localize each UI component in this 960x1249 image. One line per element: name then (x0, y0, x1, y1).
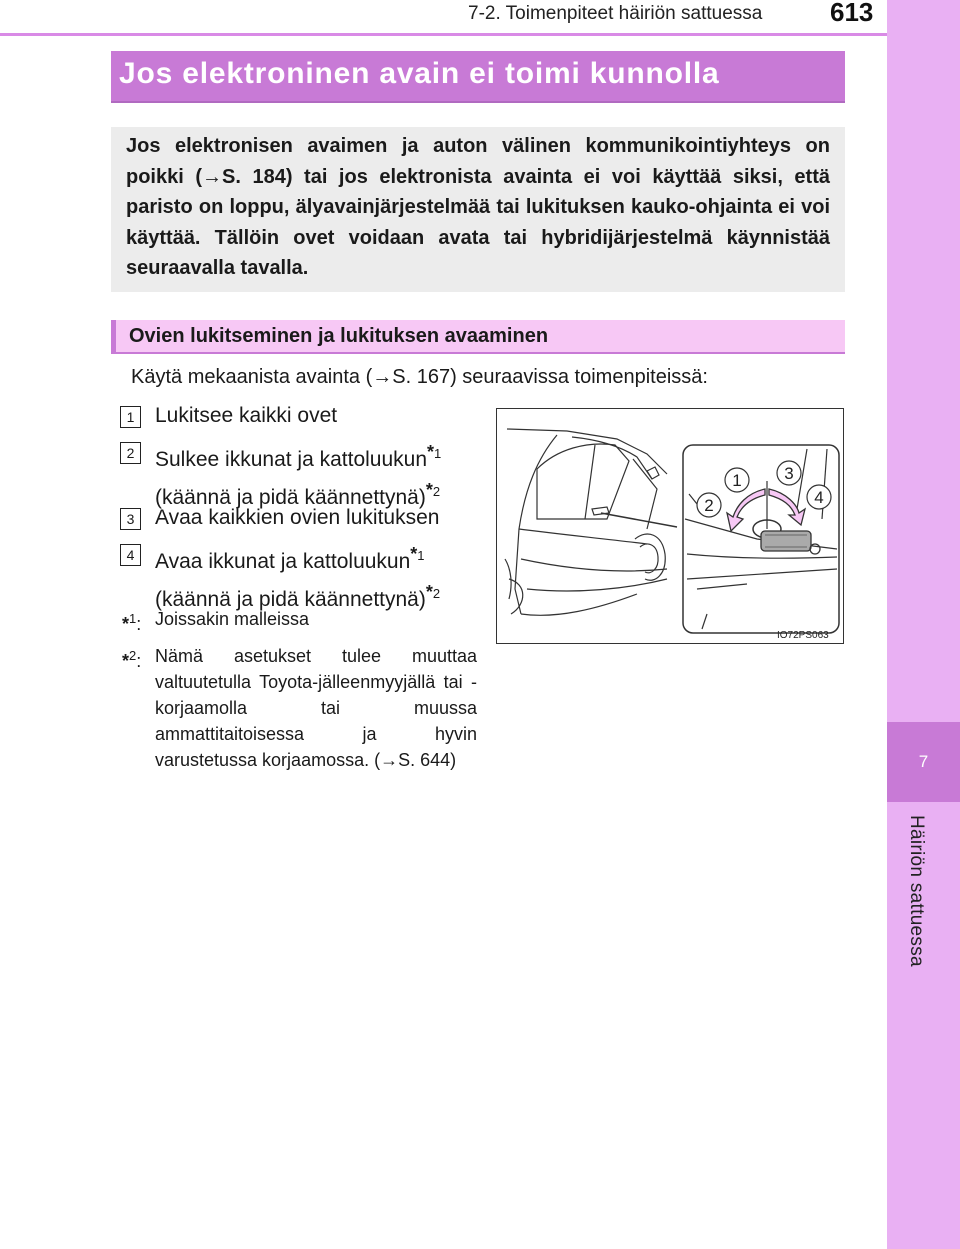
step-line-2: (käännä ja pidä käännettynä) (155, 486, 426, 509)
subsection-banner (111, 320, 845, 354)
chapter-sidebar (887, 0, 960, 1249)
step-text (155, 539, 485, 615)
step-line-1: Sulkee ikkunat ja kattoluukun (155, 448, 428, 471)
instruction-text: Käytä mekaanista avainta (→S. 167) seuraavissa toimenpiteissä: (131, 366, 708, 388)
main-title-banner (111, 51, 845, 103)
step-line-2: (käännä ja pidä käännettynä) (155, 588, 426, 611)
intro-box (111, 127, 845, 292)
figure-code: IO72PS063 (777, 630, 829, 641)
footnote-star: * (425, 582, 433, 602)
footnote-ref: 2 (432, 586, 441, 601)
footnote-ref: 1 (434, 446, 442, 461)
chapter-title: Häiriön sattuessa (906, 815, 927, 967)
footnote-ref: 2 (432, 484, 441, 499)
footnote-marker: *$^2$: (122, 648, 142, 671)
footnote-star: * (427, 442, 435, 462)
step-number-badge: 3 (120, 508, 141, 530)
step-text (155, 437, 485, 513)
key-cylinder-illustration (496, 408, 844, 644)
car-door-drawing (497, 409, 843, 643)
footnote-1 (122, 606, 482, 636)
step-text: Avaa kaikkien ovien lukituksen (155, 506, 440, 529)
intro-text: Jos elektronisen avaimen ja auton välinen kommunikointiyhteys on poikki (→S. 184) tai jos elektronista avainta ei voi käyttää siksi, että paristo on loppu, älyavainjärjestelmää tai lukituksen kauko-ohjainta ei voi käyttää. Tällöin ovet voidaan avata tai hybridijärjestelmä käynnistää seuraavalla tavalla. (126, 135, 830, 280)
callout-4: 4 (814, 488, 824, 507)
step-2 (120, 437, 480, 509)
header-divider (0, 33, 887, 36)
subsection-title: Ovien lukitseminen ja lukituksen avaaminen (129, 325, 549, 347)
footnote-2 (122, 643, 482, 783)
callout-2: 2 (704, 496, 714, 515)
page-number: 613 (830, 0, 874, 27)
chapter-number: 7 (918, 752, 929, 771)
step-4 (120, 539, 480, 611)
chapter-number-tab[interactable] (887, 722, 960, 802)
footnote-marker: *$^1$: (122, 611, 142, 634)
step-number-badge: 4 (120, 544, 141, 566)
footnote-text: Nämä asetukset tulee muuttaa valtuutetulla Toyota-jälleenmyyjällä tai -korjaamolla tai muussa ammattitaitoisessa ja hyvin varustetussa korjaamossa. (→S. 644) (155, 646, 477, 770)
section-title: 7-2. Toimenpiteet häiriön sattuessa (468, 3, 763, 24)
footnote-ref: 1 (417, 548, 425, 563)
callout-3: 3 (784, 464, 794, 483)
page-title: Jos elektroninen avain ei toimi kunnolla (119, 57, 720, 90)
step-number-badge: 1 (120, 406, 141, 428)
step-number-badge: 2 (120, 442, 141, 464)
step-line-1: Avaa ikkunat ja kattoluukun (155, 550, 411, 573)
footnote-star: * (425, 480, 433, 500)
footnote-star: * (410, 544, 418, 564)
callout-1: 1 (732, 471, 742, 490)
step-text: Lukitsee kaikki ovet (155, 404, 338, 427)
footnote-text: Joissakin malleissa (155, 609, 310, 629)
